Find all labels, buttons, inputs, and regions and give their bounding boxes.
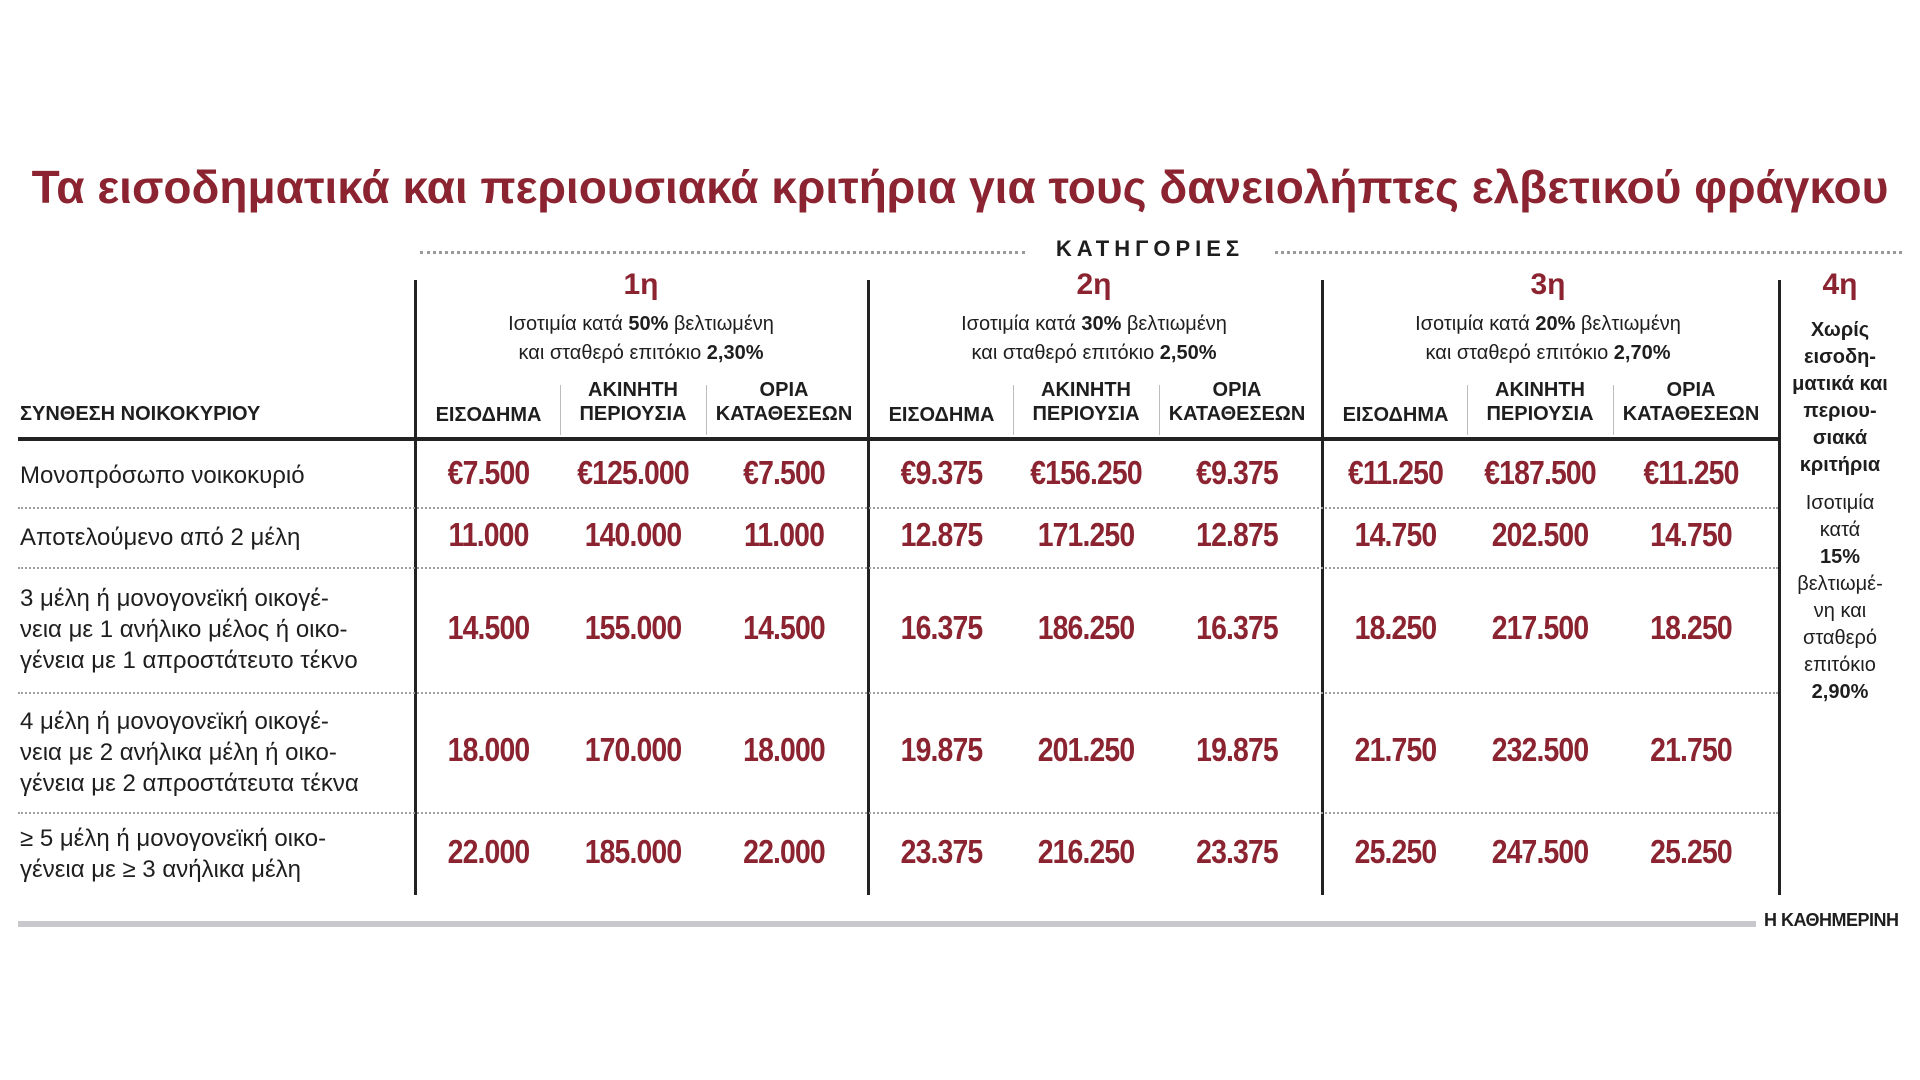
table-cell: 21.750 [1650, 731, 1732, 768]
column-header [870, 403, 1013, 427]
table-cell: €7.500 [447, 454, 530, 491]
category-4-title-line: κριτήρια [1799, 454, 1881, 476]
table-cell: 16.375 [1196, 608, 1278, 646]
column-header [1467, 378, 1613, 426]
column-header-line: ΑΚΙΝΗΤΗ [1495, 379, 1585, 401]
table-cell: 185.000 [584, 832, 682, 870]
column-header [560, 378, 706, 426]
category-4-title-line: εισοδη- [1804, 346, 1876, 368]
category-desc-line2: και σταθερό επιτόκιο 2,30% [518, 342, 764, 364]
category-3-number: 3η [1530, 268, 1566, 301]
row-label-line: γένεια με 2 απροστάτευτα τέκνα [20, 769, 359, 797]
category-divider [1321, 280, 1324, 895]
table-cell: 14.500 [447, 608, 530, 646]
row-label-line: Αποτελούμενο από 2 μέλη [20, 523, 301, 551]
column-header [417, 403, 560, 427]
table-cell: €187.500 [1484, 454, 1596, 491]
column-separator [560, 385, 561, 435]
row-separator [18, 507, 1778, 509]
household-composition-header: ΣΥΝΘΕΣΗ ΝΟΙΚΟΚΥΡΙΟΥ [20, 403, 261, 425]
column-header [1013, 378, 1159, 426]
table-cell: 186.250 [1037, 608, 1135, 646]
source-credit: Η ΚΑΘΗΜΕΡΙΝΗ [1764, 910, 1899, 930]
table-cell: €125.000 [577, 454, 689, 491]
bottom-rule [18, 921, 1756, 927]
column-header-line: ΟΡΙΑ [1666, 379, 1716, 401]
column-header-line: ΚΑΤΑΘΕΣΕΩΝ [1622, 403, 1760, 425]
table-cell: 22.000 [743, 832, 825, 870]
table-cell: €11.250 [1347, 454, 1444, 491]
column-header-line: ΕΙΣΟΔΗΜΑ [888, 404, 995, 426]
table-cell: 19.875 [900, 731, 983, 768]
row-label-line: 4 μέλη ή μονογονεϊκή οικογέ- [20, 707, 329, 735]
table-cell: 12.875 [1196, 516, 1278, 553]
category-4-desc-line: κατά [1819, 519, 1861, 541]
table-cell: €156.250 [1030, 454, 1142, 491]
category-4-desc-line: 2,90% [1811, 681, 1869, 703]
column-separator [1159, 385, 1160, 435]
row-separator [18, 692, 1778, 694]
column-separator [1467, 385, 1468, 435]
row-label-line: 3 μέλη ή μονογονεϊκή οικογέ- [20, 585, 329, 612]
row-label-line: νεια με 1 ανήλικο μέλος ή οικο- [20, 616, 348, 643]
category-4-title-line: ματικά και [1792, 373, 1888, 395]
table-cell: 23.375 [1196, 832, 1278, 870]
category-4-desc-line: επιτόκιο [1804, 654, 1876, 676]
header-rule [18, 437, 1778, 441]
category-3-description [1324, 310, 1772, 368]
category-4-title-line: περιου- [1803, 400, 1877, 422]
column-header-line: ΚΑΤΑΘΕΣΕΩΝ [715, 403, 853, 425]
category-4-desc-line: σταθερό [1802, 627, 1878, 649]
row-separator [18, 812, 1778, 814]
category-desc-line1: Ισοτιμία κατά 50% βελτιωμένη [508, 313, 774, 335]
category-divider [867, 280, 870, 895]
categories-rule-left [420, 251, 1025, 254]
row-label [20, 460, 420, 491]
category-desc-line1: Ισοτιμία κατά 30% βελτιωμένη [961, 313, 1227, 335]
column-header-line: ΑΚΙΝΗΤΗ [1041, 379, 1131, 401]
table-cell: 171.250 [1037, 516, 1135, 553]
table-cell: 11.000 [743, 516, 825, 553]
category-4-desc-line: νη και [1813, 600, 1867, 622]
column-header-line: ΚΑΤΑΘΕΣΕΩΝ [1168, 403, 1306, 425]
category-desc-line1: Ισοτιμία κατά 20% βελτιωμένη [1415, 313, 1681, 335]
column-header-line: ΕΙΣΟΔΗΜΑ [1342, 404, 1449, 426]
column-header-line: ΠΕΡΙΟΥΣΙΑ [579, 403, 687, 425]
table-cell: 25.250 [1650, 832, 1732, 870]
table-cell: 140.000 [584, 516, 682, 553]
category-1-description [417, 310, 865, 368]
row-label-line: νεια με 2 ανήλικα μέλη ή οικο- [20, 738, 337, 766]
row-label-line: γένεια με 1 απροστάτευτο τέκνο [20, 647, 358, 674]
table-cell: €9.375 [900, 454, 983, 491]
table-cell: 170.000 [584, 731, 682, 768]
table-cell: 18.250 [1650, 608, 1732, 646]
table-cell: 18.000 [447, 731, 530, 768]
table-cell: 202.500 [1491, 516, 1589, 553]
table-cell: 18.250 [1354, 608, 1437, 646]
table-cell: 11.000 [448, 516, 529, 553]
category-desc-line2: και σταθερό επιτόκιο 2,50% [971, 342, 1217, 364]
column-header [1324, 403, 1467, 427]
table-cell: 25.250 [1354, 832, 1437, 870]
table-cell: 155.000 [584, 608, 682, 646]
category-desc-line2: και σταθερό επιτόκιο 2,70% [1425, 342, 1671, 364]
table-cell: 12.875 [900, 516, 983, 553]
row-label [20, 823, 420, 885]
table-cell: 16.375 [900, 608, 983, 646]
table-cell: 216.250 [1037, 832, 1135, 870]
column-separator [706, 385, 707, 435]
column-header-line: ΠΕΡΙΟΥΣΙΑ [1486, 403, 1594, 425]
row-label-line: γένεια με ≥ 3 ανήλικα μέλη [20, 855, 302, 883]
category-4-title-line: σιακά [1812, 427, 1868, 449]
category-2-number: 2η [1076, 268, 1112, 301]
column-header [706, 378, 862, 426]
table-cell: €7.500 [743, 454, 825, 491]
table-cell: 19.875 [1196, 731, 1278, 768]
category-4-desc-line: Ισοτιμία [1805, 492, 1875, 514]
chart-title: Τα εισοδηματικά και περιουσιακά κριτήρια για τους δανειολήπτες ελβετικού φράγκου [31, 161, 1889, 213]
column-separator [1613, 385, 1614, 435]
column-header [1613, 378, 1769, 426]
category-2-description [870, 310, 1318, 368]
category-4-divider [1778, 280, 1781, 895]
category-4-number: 4η [1822, 268, 1858, 301]
category-4-title-line: Χωρίς [1810, 319, 1870, 341]
category-1-number: 1η [623, 268, 659, 301]
table-cell: 217.500 [1491, 608, 1589, 646]
table-cell: 14.750 [1354, 516, 1437, 553]
row-separator [18, 567, 1778, 569]
categories-header: ΚΑΤΗΓΟΡΙΕΣ [1055, 236, 1245, 261]
table-cell: 232.500 [1491, 731, 1589, 768]
column-header-line: ΟΡΙΑ [1212, 379, 1262, 401]
column-header-line: ΠΕΡΙΟΥΣΙΑ [1032, 403, 1140, 425]
row-label [20, 522, 420, 553]
table-cell: 14.500 [743, 608, 825, 646]
table-cell: €9.375 [1196, 454, 1278, 491]
table-cell: 201.250 [1037, 731, 1135, 768]
category-4-description [1778, 490, 1902, 706]
table-cell: 23.375 [900, 832, 983, 870]
row-label-line: ≥ 5 μέλη ή μονογονεϊκή οικο- [20, 824, 327, 852]
column-header-line: ΕΙΣΟΔΗΜΑ [435, 404, 542, 426]
category-4-desc-line: 15% [1819, 546, 1861, 568]
row-label-line: Μονοπρόσωπο νοικοκυριό [20, 461, 305, 489]
table-cell: 247.500 [1491, 832, 1589, 870]
column-header-line: ΟΡΙΑ [759, 379, 809, 401]
category-4-title [1778, 317, 1902, 479]
table-cell: 21.750 [1354, 731, 1437, 768]
column-separator [1013, 385, 1014, 435]
table-cell: 14.750 [1650, 516, 1732, 553]
table-cell: €11.250 [1643, 454, 1739, 491]
column-header [1159, 378, 1315, 426]
categories-rule-right [1275, 251, 1902, 254]
category-4-desc-line: βελτιωμέ- [1797, 573, 1883, 595]
table-cell: 22.000 [447, 832, 530, 870]
table-cell: 18.000 [743, 731, 825, 768]
row-label [20, 583, 420, 676]
row-label [20, 706, 420, 799]
column-header-line: ΑΚΙΝΗΤΗ [588, 379, 678, 401]
